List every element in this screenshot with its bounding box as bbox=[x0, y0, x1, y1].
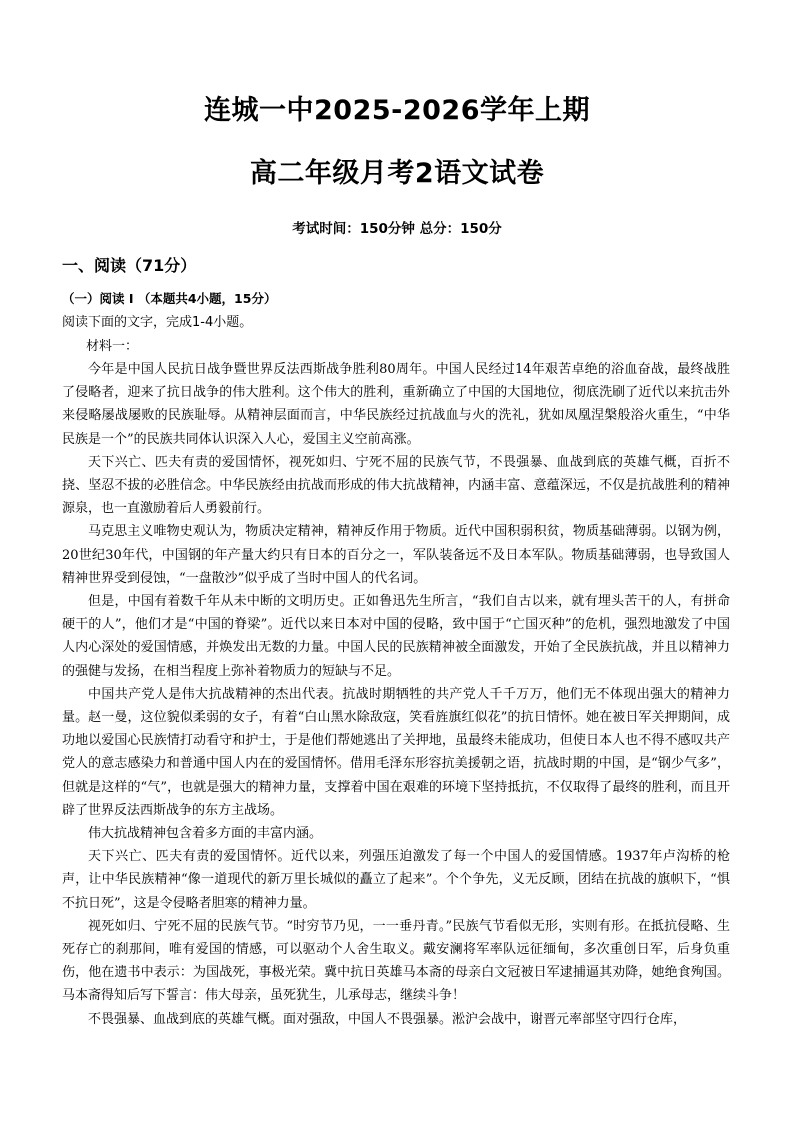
passage-paragraph: 马克思主义唯物史观认为，物质决定精神，精神反作用于物质。近代中国积弱积贫，物质基础薄弱。以钢为例，20世纪30年代，中国钢的年产量大约只有日本的百分之一，军队装备远不及日本军队。物质基础薄弱，也导致国人精神世界受到侵蚀，“一盘散沙”似乎成了当时中国人的代名词。 bbox=[62, 524, 730, 586]
passage-paragraph: 今年是中国人民抗日战争暨世界反法西斯战争胜利80周年。中国人民经过14年艰苦卓绝的浴血奋战，最终战胜了侵略者，迎来了抗日战争的伟大胜利。这个伟大的胜利，重新确立了中国的大国地位，彻底洗刷了近代以来抗击外来侵略屡战屡败的民族耻辱。从精神层面而言，中华民族经过抗战血与火的洗礼，犹如凤凰涅槃般浴火重生，“中华民族是一个”的民族共同体认识深入人心，爱国主义空前高涨。 bbox=[62, 362, 730, 447]
passage-paragraph: 天下兴亡、匹夫有责的爱国情怀，视死如归、宁死不屈的民族气节，不畏强暴、血战到底的英雄气概，百折不挠、坚忍不拔的必胜信念。中华民族经由抗战而形成的伟大抗战精神，内涵丰富、意蕴深远，不仅是抗战胜利的精神源泉，也一直激励着后人勇毅前行。 bbox=[62, 454, 730, 517]
exam-title-line1: 连城一中2025-2026学年上期 bbox=[204, 95, 590, 126]
section-heading: 一、阅读（71分） bbox=[62, 256, 197, 275]
exam-info: 考试时间：150分钟 总分：150分 bbox=[292, 221, 502, 237]
material-label: 材料一： bbox=[86, 339, 139, 354]
subsection-heading: （一）阅读 I （本题共4小题，15分） bbox=[62, 291, 277, 306]
exam-title-line2: 高二年级月考2语文试卷 bbox=[249, 158, 545, 189]
reading-passage bbox=[62, 358, 730, 1031]
passage-paragraph: 伟大抗战精神包含着多方面的丰富内涵。 bbox=[88, 826, 323, 842]
reading-instruction: 阅读下面的文字，完成1-4小题。 bbox=[62, 315, 253, 330]
passage-paragraph: 不畏强暴、血战到底的英雄气概。面对强敌，中国人不畏强暴。淞沪会战中，谢晋元率部坚守四行仓库， bbox=[88, 1011, 687, 1027]
passage-paragraph: 中国共产党人是伟大抗战精神的杰出代表。抗战时期牺牲的共产党人千千万万，他们无不体现出强大的精神力量。赵一曼，这位貌似柔弱的女子，有着“白山黑水除敌寇，笑看旌旗红似花”的抗日情怀。她在被日军关押期间，成功地以爱国心民族情打动看守和护士，于是他们帮她逃出了关押地，虽最终未能成功，但使日本人也不得不感叹共产党人的意志感染力和普通中国人内在的爱国情怀。借用毛泽东形容抗美援朝之语，抗战时期的中国，是“钢少气多”，但就是这样的“气”，也就是强大的精神力量，支撑着中国在艰难的环境下坚持抵抗，不仅取得了最终的胜利，而且开辟了世界反法西斯战争的东方主战场。 bbox=[62, 686, 730, 818]
passage-paragraph: 天下兴亡、匹夫有责的爱国情怀。近代以来，列强压迫激发了每一个中国人的爱国情感。1937年卢沟桥的枪声，让中华民族精神“像一道现代的新万里长城似的矗立了起来”。个个争先，义无反顾，团结在抗战的旗帜下，“惧不抗日死”，这是令侵略者胆寒的精神力量。 bbox=[62, 849, 730, 911]
passage-paragraph: 视死如归、宁死不屈的民族气节。“时穷节乃见，一一垂丹青。”民族气节看似无形，实则有形。在抵抗侵略、生死存亡的刹那间，唯有爱国的情感，可以驱动个人舍生取义。戴安澜将军率队远征缅甸，多次重创日军，后身负重伤，他在遗书中表示：为国战死，事极光荣。冀中抗日英雄马本斋的母亲白文冠被日军逮捕逼其劝降，她绝食殉国。马本斋得知后写下誓言：伟大母亲，虽死犹生，儿承母志，继续斗争！ bbox=[62, 918, 730, 1004]
passage-paragraph: 但是，中国有着数千年从未中断的文明历史。正如鲁迅先生所言，“我们自古以来，就有埋头苦干的人，有拼命硬干的人”，他们才是“中国的脊梁”。近代以来日本对中国的侵略，致中国于“亡国灭种”的危机，强烈地激发了中国人内心深处的爱国情感，并焕发出无数的力量。中国人民的民族精神被全面激发，开始了全民族抗战，并且以精神力的强健与发扬，在相当程度上弥补着物质力的短缺与不足。 bbox=[62, 594, 730, 679]
